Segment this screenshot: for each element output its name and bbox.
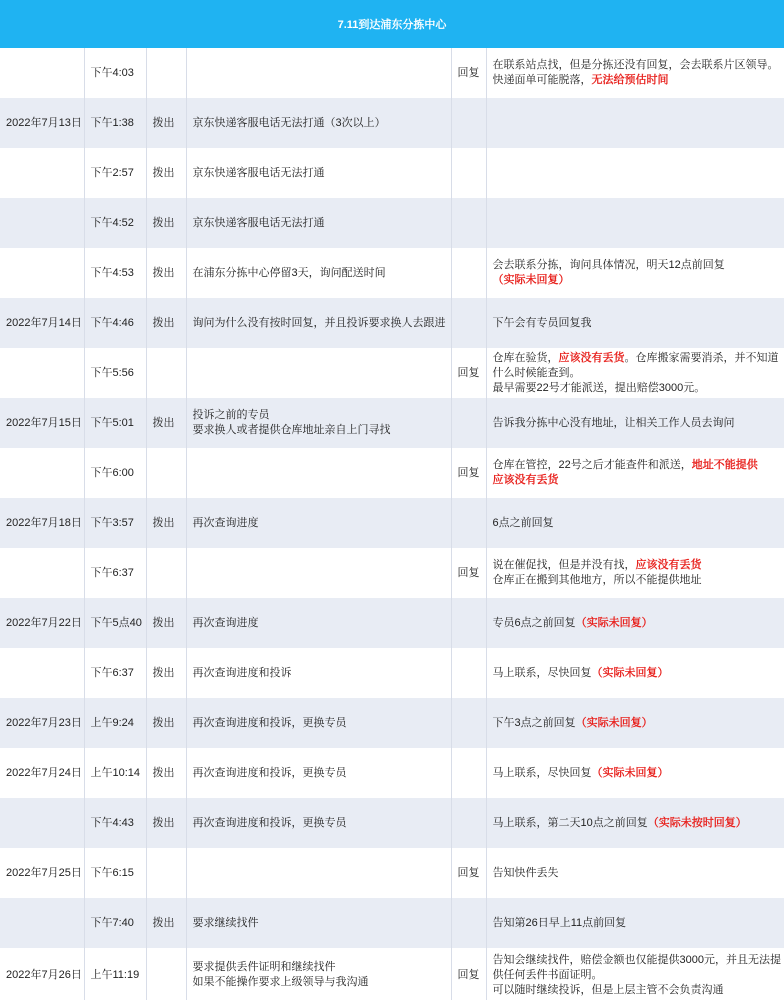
time-cell: 下午6:15 [84,848,146,898]
note-text: 供任何丢件书面证明。 [492,968,603,981]
reply-cell: 回复 [451,848,486,898]
action-cell [186,148,451,198]
response-note-cell [486,248,784,298]
response-note-cell [486,798,784,848]
note-text: 专员6点之前回复 [492,616,576,629]
action-line: 京东快递客服电话无法打通（3次以上） [192,116,386,129]
highlight-text: （实际未回复） [575,616,653,629]
table-row [0,48,784,98]
time-cell: 下午4:46 [84,298,146,348]
note-line [493,381,784,396]
date-cell: 2022年7月25日 [0,848,84,898]
table-row [0,398,784,448]
reply-cell [451,598,486,648]
reply-cell [451,698,486,748]
note-text: 告知快件丢失 [492,866,559,879]
time-cell: 下午4:52 [84,198,146,248]
note-text: 。仓库搬家需要消杀，并不知道 [624,351,779,364]
reply-cell: 回复 [451,348,486,398]
note-text: 快递面单可能脱落， [492,74,592,86]
reply-cell: 回复 [451,48,486,98]
note-text: 在联系站点找，但是分拣还没有回复，会去联系片区领导。 [492,59,779,71]
date-cell [0,148,84,198]
time-cell: 下午5点40 [84,598,146,648]
action-cell [186,698,451,748]
note-text: 马上联系，第二天10点之前回复 [492,816,648,829]
action-cell [186,598,451,648]
response-note-cell [486,398,784,448]
note-line [493,558,784,573]
note-line [493,58,784,73]
action-line: 再次查询进度和投诉，更换专员 [192,766,347,779]
date-cell: 2022年7月26日 [0,948,84,1000]
action-cell [186,548,451,598]
note-line [493,983,784,998]
table-title: 7.11到达浦东分拣中心 [337,19,447,31]
highlight-text: （实际未回复） [591,766,669,779]
table-row [0,198,784,248]
call-type-cell: 拨出 [146,698,186,748]
time-cell: 上午11:19 [84,948,146,1000]
time-cell: 下午4:43 [84,798,146,848]
note-text: 最早需要22号才能派送，提出赔偿3000元。 [492,381,706,394]
action-line: 询问为什么没有按时回复，并且投诉要求换人去跟进 [192,316,446,329]
call-type-cell [146,348,186,398]
action-line: 如果不能操作要求上级领导与我沟通 [192,976,369,988]
call-type-cell: 拨出 [146,248,186,298]
note-text: 下午3点之前回复 [492,716,576,729]
highlight-text: （实际未回复） [575,716,653,729]
note-line [493,258,784,273]
call-log-table [0,48,784,1000]
reply-cell [451,398,486,448]
note-line [493,458,784,473]
action-cell [186,748,451,798]
action-cell [186,48,451,98]
action-line: 再次查询进度和投诉，更换专员 [192,816,347,829]
note-line [493,716,784,731]
date-cell [0,798,84,848]
reply-cell: 回复 [451,548,486,598]
action-cell [186,348,451,398]
note-text: 可以随时继续投诉，但是上层主管不会负责沟通 [492,983,724,996]
action-line: 京东快递客服电话无法打通 [192,216,325,229]
note-line [493,953,784,968]
note-line [493,416,784,431]
action-cell [186,448,451,498]
date-cell [0,648,84,698]
note-line [493,573,784,588]
call-type-cell [146,848,186,898]
call-log-body [0,48,784,1000]
call-type-cell [146,448,186,498]
response-note-cell [486,298,784,348]
time-cell: 下午4:53 [84,248,146,298]
response-note-cell [486,948,784,1000]
action-cell [186,198,451,248]
time-cell: 下午7:40 [84,898,146,948]
time-cell: 下午5:01 [84,398,146,448]
response-note-cell [486,698,784,748]
action-cell [186,298,451,348]
action-line: 要求提供丢件证明和继续找件 [192,961,336,973]
note-text: 说在催促找，但是并没有找， [492,559,636,571]
highlight-text: 应该没有丢货 [635,559,702,571]
reply-cell [451,98,486,148]
note-text: 下午会有专员回复我 [492,316,592,329]
note-line [493,516,784,531]
response-note-cell [486,348,784,398]
highlight-text: （实际未回复） [591,666,669,679]
note-text: 马上联系，尽快回复 [492,666,592,679]
time-cell: 上午10:14 [84,748,146,798]
date-cell [0,248,84,298]
note-text: 仓库在验货， [492,351,559,364]
action-line: 再次查询进度和投诉，更换专员 [192,716,347,729]
action-line: 在浦东分拣中心停留3天，询问配送时间 [192,266,386,279]
call-type-cell: 拨出 [146,798,186,848]
note-line [493,616,784,631]
call-type-cell [146,48,186,98]
reply-cell [451,898,486,948]
note-text: 6点之前回复 [492,516,554,529]
highlight-text: （实际未按时回复） [647,816,747,829]
table-row [0,698,784,748]
table-row [0,948,784,1000]
call-type-cell: 拨出 [146,498,186,548]
response-note-cell [486,598,784,648]
table-row [0,148,784,198]
date-cell: 2022年7月22日 [0,598,84,648]
reply-cell [451,298,486,348]
date-cell: 2022年7月18日 [0,498,84,548]
note-line [493,473,784,488]
time-cell: 上午9:24 [84,698,146,748]
date-cell: 2022年7月24日 [0,748,84,798]
action-cell [186,948,451,1000]
note-line [493,273,784,288]
table-row [0,748,784,798]
action-cell [186,398,451,448]
note-text: 告知第26日早上11点前回复 [492,916,627,929]
table-row [0,598,784,648]
date-cell [0,448,84,498]
call-type-cell: 拨出 [146,148,186,198]
response-note-cell [486,98,784,148]
table-row [0,798,784,848]
response-note-cell [486,648,784,698]
note-line [493,366,784,381]
action-line: 再次查询进度和投诉 [192,666,292,679]
note-text: 仓库在管控，22号之后才能查件和派送， [492,459,692,471]
table-row [0,498,784,548]
reply-cell [451,198,486,248]
call-type-cell [146,948,186,1000]
action-cell [186,248,451,298]
reply-cell [451,748,486,798]
action-cell [186,798,451,848]
response-note-cell [486,148,784,198]
date-cell [0,198,84,248]
time-cell: 下午3:57 [84,498,146,548]
table-row [0,548,784,598]
table-row [0,848,784,898]
table-row [0,298,784,348]
highlight-text: 应该没有丢货 [492,474,559,486]
call-type-cell: 拨出 [146,198,186,248]
response-note-cell [486,898,784,948]
response-note-cell [486,748,784,798]
time-cell: 下午4:03 [84,48,146,98]
response-note-cell [486,548,784,598]
action-line: 要求换人或者提供仓库地址亲自上门寻找 [192,424,391,436]
note-line [493,351,784,366]
reply-cell: 回复 [451,948,486,1000]
note-line [493,816,784,831]
action-line: 投诉之前的专员 [192,409,270,421]
call-type-cell: 拨出 [146,598,186,648]
call-type-cell [146,548,186,598]
table-row [0,648,784,698]
call-type-cell: 拨出 [146,648,186,698]
response-note-cell [486,198,784,248]
note-text: 什么时候能查到。 [492,366,581,379]
note-line [493,666,784,681]
response-note-cell [486,498,784,548]
call-type-cell: 拨出 [146,98,186,148]
action-line: 再次查询进度 [192,516,259,529]
note-line [493,73,784,88]
table-row [0,448,784,498]
date-cell [0,348,84,398]
note-text: 告诉我分拣中心没有地址，让相关工作人员去询问 [492,416,735,429]
reply-cell [451,498,486,548]
time-cell: 下午6:37 [84,648,146,698]
date-cell: 2022年7月23日 [0,698,84,748]
action-cell [186,898,451,948]
highlight-text: 无法给预估时间 [591,74,669,86]
date-cell: 2022年7月14日 [0,298,84,348]
highlight-text: 应该没有丢货 [558,351,625,364]
note-line [493,316,784,331]
note-line [493,968,784,983]
date-cell: 2022年7月15日 [0,398,84,448]
reply-cell: 回复 [451,448,486,498]
response-note-cell [486,848,784,898]
highlight-text: 地址不能提供 [691,459,758,471]
reply-cell [451,148,486,198]
call-type-cell: 拨出 [146,398,186,448]
reply-cell [451,648,486,698]
note-line [493,866,784,881]
table-title-bar [0,0,784,48]
call-type-cell: 拨出 [146,898,186,948]
action-cell [186,498,451,548]
date-cell: 2022年7月13日 [0,98,84,148]
table-row [0,98,784,148]
note-line [493,766,784,781]
table-row [0,248,784,298]
time-cell: 下午6:00 [84,448,146,498]
reply-cell [451,798,486,848]
note-text: 会去联系分拣，询问具体情况，明天12点前回复 [492,259,725,271]
action-line: 再次查询进度 [192,616,259,629]
note-text: 仓库正在搬到其他地方，所以不能提供地址 [492,574,702,586]
note-line [493,916,784,931]
time-cell: 下午1:38 [84,98,146,148]
note-text: 马上联系，尽快回复 [492,766,592,779]
call-type-cell: 拨出 [146,298,186,348]
date-cell [0,898,84,948]
action-cell [186,848,451,898]
reply-cell [451,248,486,298]
note-text: 告知会继续找件，赔偿金额也仅能提供3000元，并且无法提 [492,953,781,966]
table-row [0,348,784,398]
action-cell [186,648,451,698]
action-line: 要求继续找件 [192,916,259,929]
time-cell: 下午6:37 [84,548,146,598]
date-cell [0,48,84,98]
action-line: 京东快递客服电话无法打通 [192,166,325,179]
call-type-cell: 拨出 [146,748,186,798]
time-cell: 下午2:57 [84,148,146,198]
highlight-text: （实际未回复） [492,274,570,286]
action-cell [186,98,451,148]
response-note-cell [486,48,784,98]
response-note-cell [486,448,784,498]
table-row [0,898,784,948]
time-cell: 下午5:56 [84,348,146,398]
date-cell [0,548,84,598]
